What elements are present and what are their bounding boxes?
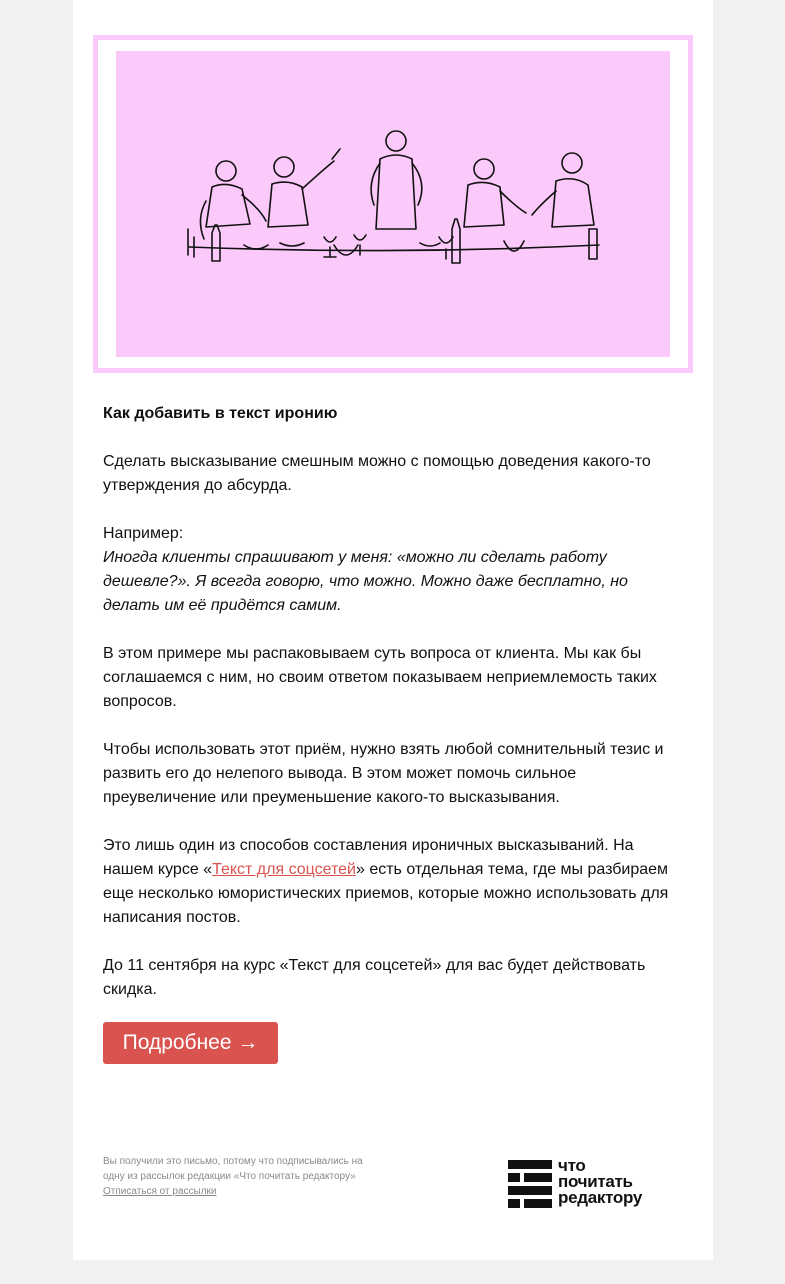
email-card — [73, 0, 713, 1260]
footer-note — [103, 1154, 383, 1199]
article-body — [103, 402, 688, 1026]
paragraph-explanation: В этом примере мы распаковываем суть вопроса от клиента. Мы как бы соглашаемся с ним, но своим ответом показываем неприемлемость таких вопросов. — [103, 645, 657, 710]
paragraph-course — [103, 834, 688, 930]
example-label: Например: — [103, 525, 184, 542]
hero-frame — [93, 35, 693, 373]
logo-mark-icon — [508, 1160, 552, 1208]
logo-line-2: почитать — [558, 1172, 633, 1191]
subscription-note: Вы получили это письмо, потому что подписывались на одну из рассылок редакции «Что почитать редактору» — [103, 1156, 363, 1182]
course-text-after: » есть отдельная тема, где мы разбираем еще несколько юмористических приемов, которые можно использовать для написания постов. — [103, 861, 669, 926]
paragraph-technique: Чтобы использовать этот приём, нужно взять любой сомнительный тезис и развить его до нелепого вывода. В этом может помочь сильное преувеличение или преуменьшение какого-то высказывания. — [103, 741, 664, 806]
brand-logo[interactable] — [508, 1158, 688, 1210]
paragraph-discount: До 11 сентября на курс «Текст для соцсетей» для вас будет действовать скидка. — [103, 957, 646, 998]
logo-wordmark — [558, 1158, 688, 1206]
example-quote: Иногда клиенты спрашивают у меня: «можно ли сделать работу дешевле?». Я всегда говорю, что можно. Можно даже бесплатно, но делать им её придётся самим. — [103, 549, 628, 614]
logo-line-3: редактору — [558, 1188, 642, 1207]
course-text-before: Это лишь один из способов составления ироничных высказываний. На нашем курсе « — [103, 837, 634, 878]
course-link[interactable]: Текст для соцсетей — [212, 861, 356, 878]
article-title: Как добавить в текст иронию — [103, 405, 338, 422]
logo-line-1: что — [558, 1156, 586, 1175]
more-button[interactable]: Подробнее → — [103, 1022, 278, 1064]
dinner-party-illustration — [184, 129, 604, 279]
unsubscribe-link[interactable]: Отписаться от рассылки — [103, 1186, 217, 1197]
hero-image — [116, 51, 670, 357]
paragraph-intro: Сделать высказывание смешным можно с помощью доведения какого-то утверждения до абсурда. — [103, 453, 651, 494]
example-block — [103, 522, 688, 618]
